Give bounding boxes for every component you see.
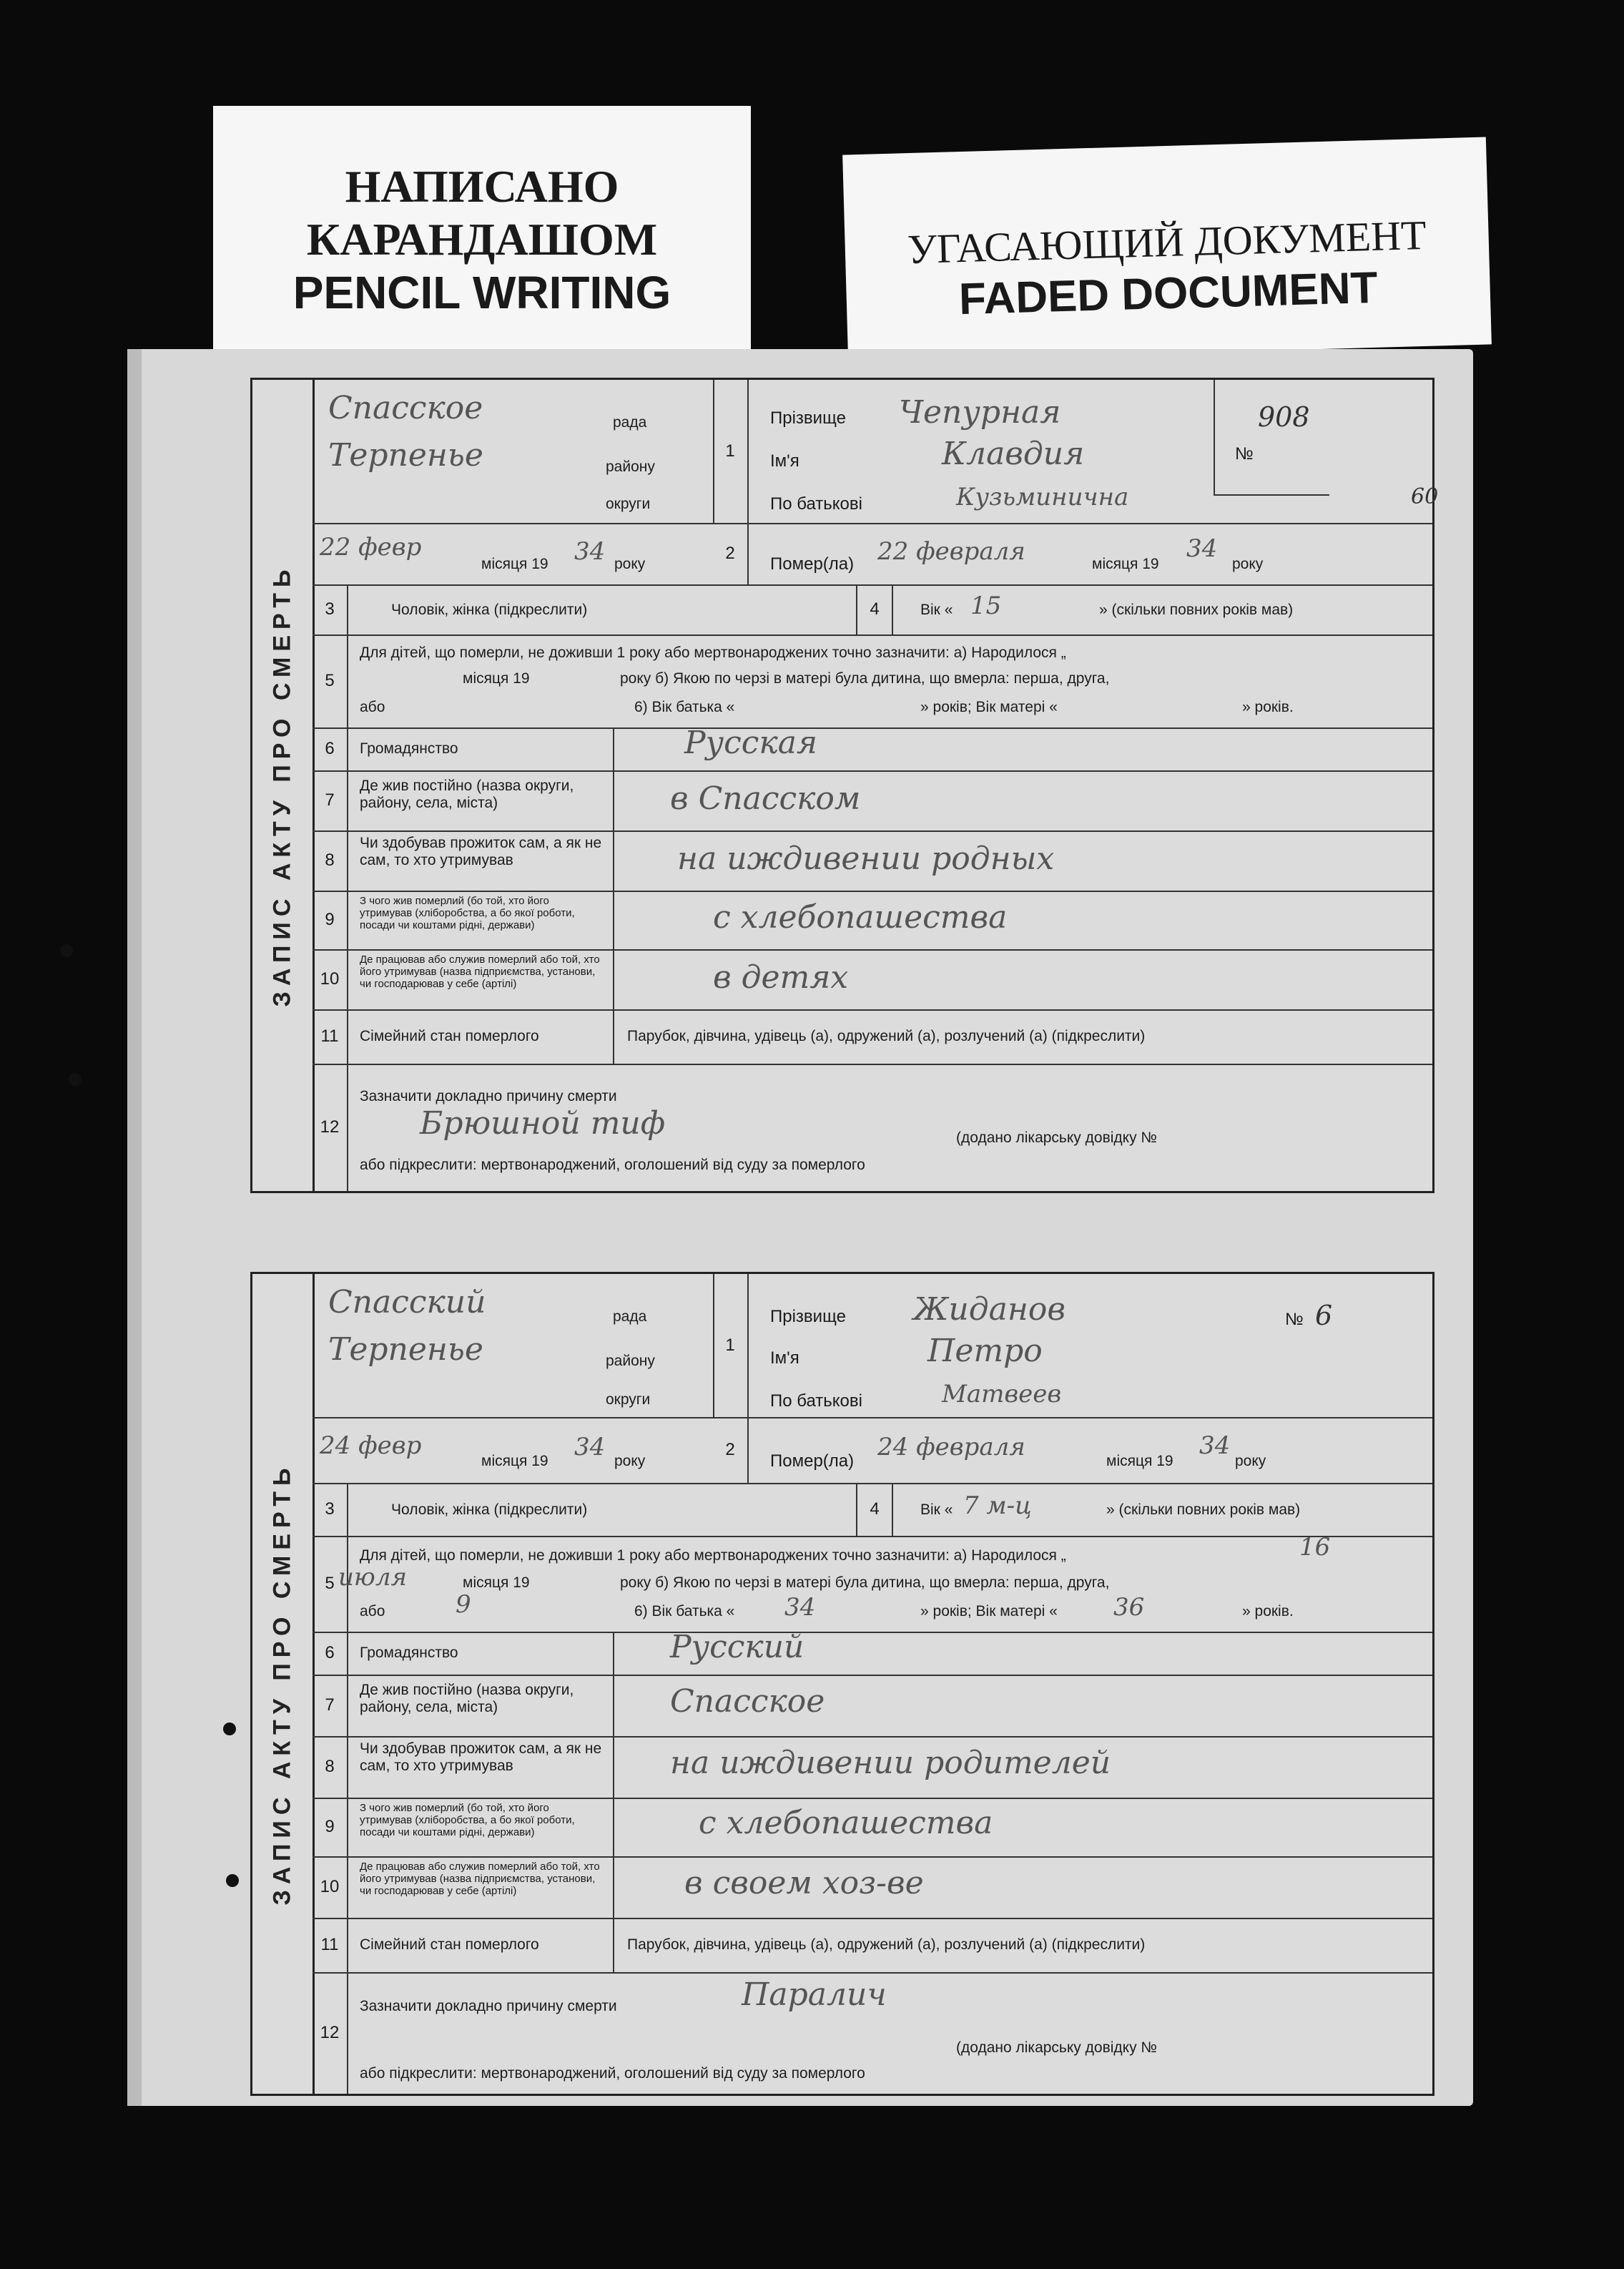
row-number: 5 bbox=[313, 1536, 348, 1632]
registry-office bbox=[313, 380, 714, 523]
age-tail: » (скільки повних років мав) bbox=[1106, 1501, 1301, 1518]
row-10 bbox=[313, 949, 1432, 1011]
residence-value: в Спасском bbox=[670, 780, 861, 817]
surname-label: Прізвище bbox=[770, 408, 846, 428]
reg-year-value: 34 bbox=[574, 537, 606, 566]
livelihood-value: на иждивении родителей bbox=[670, 1745, 1111, 1781]
residence-label: Де жив постійно (назва округи, району, села, міста) bbox=[360, 778, 574, 811]
children-month: місяця 19 bbox=[463, 670, 530, 687]
work-label: Де працював або служив померлий або той, хто його утримував (назва підприємства, установи, чи господарював у себе (артілі) bbox=[360, 954, 600, 990]
born-month-value: июля bbox=[338, 1563, 407, 1592]
row-1 bbox=[313, 380, 1439, 524]
rada-label: рада bbox=[613, 414, 647, 431]
father-age-value: 34 bbox=[784, 1593, 816, 1622]
family-label: Сімейний стан померлого bbox=[360, 1028, 539, 1044]
death-year-value: 34 bbox=[1186, 534, 1218, 563]
name-value: Петро bbox=[927, 1333, 1043, 1369]
death-year-value: 34 bbox=[1199, 1431, 1231, 1460]
order-value: 9 bbox=[456, 1590, 471, 1619]
mother-age-tail: » років. bbox=[1242, 1603, 1294, 1619]
livelihood-label: Чи здобував прожиток сам, а як не сам, то хто утримував bbox=[360, 1740, 602, 1774]
mother-age-value: 36 bbox=[1113, 1593, 1145, 1622]
patronymic-label: По батькові bbox=[770, 1391, 862, 1411]
reg-date-value: 22 февр bbox=[320, 533, 422, 562]
punch-hole bbox=[226, 1874, 239, 1887]
patronymic-label: По батькові bbox=[770, 494, 862, 514]
record-number-box bbox=[1214, 380, 1329, 496]
row-number: 7 bbox=[313, 770, 348, 830]
citizenship-label: Громадянство bbox=[360, 1645, 458, 1661]
livelihood-label: Чи здобував прожиток сам, а як не сам, то хто утримував bbox=[360, 835, 602, 868]
age-value: 7 м-ц bbox=[963, 1491, 1032, 1520]
record-number: 6 bbox=[1315, 1300, 1333, 1331]
children-month: місяця 19 bbox=[463, 1574, 530, 1591]
family-options: Парубок, дівчина, удівець (а), одружений (а), розлучений (а) (підкреслити) bbox=[627, 1028, 1146, 1044]
died-label: Помер(ла) bbox=[770, 1451, 855, 1471]
death-day-value: 24 февраля bbox=[877, 1433, 1025, 1461]
name-label: Ім'я bbox=[770, 1348, 799, 1368]
row-9 bbox=[313, 891, 1432, 951]
row-10 bbox=[313, 1856, 1432, 1919]
raion-label: району bbox=[606, 459, 655, 475]
death-record-1 bbox=[250, 378, 1439, 1193]
row-number: 8 bbox=[313, 1736, 348, 1798]
row-number: 7 bbox=[313, 1675, 348, 1736]
row-2 bbox=[313, 1417, 1432, 1484]
father-age-label: 6) Вік батька « bbox=[634, 699, 735, 715]
cert-label: (додано лікарську довідку № bbox=[956, 1129, 1157, 1146]
name-value: Клавдия bbox=[942, 436, 1085, 472]
age-value: 15 bbox=[970, 592, 1002, 620]
record-number: 908 bbox=[1258, 401, 1310, 433]
pencil-writing-en: PENCIL WRITING bbox=[292, 267, 671, 318]
row-number: 10 bbox=[313, 1856, 348, 1918]
death-year-label: року bbox=[1235, 1453, 1266, 1469]
source-value: с хлебопашества bbox=[699, 1805, 993, 1841]
mother-age-label: » років; Вік матері « bbox=[920, 699, 1058, 715]
source-label: З чого жив померлий (бо той, хто його утримував (хліборобства, а бо якої роботи, посади чи коштами рідні, держави) bbox=[360, 895, 575, 931]
death-record-2 bbox=[250, 1272, 1434, 2096]
children-line-2: року б) Якою по черзі в матері була дитина, що вмерла: перша, друга, bbox=[620, 1574, 1110, 1591]
gender-label: Чоловік, жінка (підкреслити) bbox=[391, 602, 588, 618]
row-number: 1 bbox=[713, 1274, 749, 1417]
record-side-title: ЗАПИС АКТУ ПРО СМЕРТЬ bbox=[252, 1274, 315, 2094]
row-number: 5 bbox=[313, 634, 348, 727]
rada-value: Спасский bbox=[328, 1284, 486, 1320]
row-number: 10 bbox=[313, 949, 348, 1009]
faded-document-en: FADED DOCUMENT bbox=[958, 263, 1379, 325]
registry-office bbox=[313, 1274, 714, 1417]
row-9 bbox=[313, 1798, 1432, 1858]
row-number: 4 bbox=[856, 1483, 893, 1536]
raion-value: Терпенье bbox=[328, 437, 483, 474]
work-label: Де працював або служив померлий або той, хто його утримував (назва підприємства, установи, чи господарював у себе (артілі) bbox=[360, 1861, 600, 1897]
row-number: 3 bbox=[313, 584, 348, 634]
family-label: Сімейний стан померлого bbox=[360, 1936, 539, 1953]
died-label: Помер(ла) bbox=[770, 554, 855, 574]
raion-value: Терпенье bbox=[328, 1331, 483, 1368]
patronymic-value: Матвеев bbox=[942, 1380, 1062, 1408]
reg-year-value: 34 bbox=[574, 1433, 606, 1461]
row-7 bbox=[313, 770, 1432, 832]
row-number: 9 bbox=[313, 1798, 348, 1856]
residence-value: Спасское bbox=[670, 1683, 825, 1720]
raion-label: району bbox=[606, 1353, 655, 1369]
name-label: Ім'я bbox=[770, 451, 799, 471]
cause-value: Брюшной тиф bbox=[420, 1105, 666, 1142]
children-line-1: Для дітей, що померли, не доживши 1 року або мертвонароджених точно зазначити: а) Народилося „ bbox=[360, 645, 1066, 661]
row-6 bbox=[313, 727, 1432, 772]
work-value: в своем хоз-ве bbox=[684, 1865, 924, 1901]
okrugy-label: округи bbox=[606, 496, 651, 512]
row-number: 3 bbox=[313, 1483, 348, 1536]
row-number: 8 bbox=[313, 830, 348, 891]
gender-label: Чоловік, жінка (підкреслити) bbox=[391, 1501, 588, 1518]
row-number: 2 bbox=[713, 523, 749, 584]
rada-label: рада bbox=[613, 1308, 647, 1325]
stillborn-label: або підкреслити: мертвонароджений, оголошений від суду за померлого bbox=[360, 1157, 865, 1173]
row-8 bbox=[313, 1736, 1432, 1799]
reg-year-label: року bbox=[614, 556, 646, 572]
number-label: № bbox=[1235, 444, 1254, 464]
age-label: Вік « bbox=[920, 1501, 953, 1518]
death-day-value: 22 февраля bbox=[877, 537, 1025, 566]
cause-label: Зазначити докладно причину смерти bbox=[360, 1088, 617, 1104]
children-or: або bbox=[360, 1603, 385, 1619]
stillborn-label: або підкреслити: мертвонароджений, оголошений від суду за померлого bbox=[360, 2065, 865, 2082]
source-value: с хлебопашества bbox=[713, 899, 1008, 936]
row-number: 12 bbox=[313, 1064, 348, 1191]
pencil-writing-ru: НАПИСАНО КАРАНДАШОМ bbox=[306, 161, 658, 265]
row-5 bbox=[313, 1533, 1432, 1633]
reg-date-value: 24 февр bbox=[320, 1431, 422, 1460]
row-2 bbox=[313, 523, 1432, 586]
okrugy-label: округи bbox=[606, 1391, 651, 1408]
cause-value: Паралич bbox=[742, 1976, 887, 2013]
death-month-label: місяця 19 bbox=[1092, 556, 1159, 572]
pencil-writing-card bbox=[213, 106, 751, 355]
row-1 bbox=[313, 1274, 1432, 1418]
row-12 bbox=[313, 1064, 1432, 1191]
citizenship-label: Громадянство bbox=[360, 740, 458, 757]
row-number: 1 bbox=[713, 380, 749, 523]
row-number: 12 bbox=[313, 1972, 348, 2094]
cause-label: Зазначити докладно причину смерти bbox=[360, 1998, 617, 2014]
cert-label: (додано лікарську довідку № bbox=[956, 2039, 1157, 2056]
patronymic-value: Кузьминична bbox=[956, 483, 1129, 511]
residence-label: Де жив постійно (назва округи, району, села, міста) bbox=[360, 1682, 574, 1715]
number-label: № bbox=[1285, 1310, 1304, 1329]
reg-month-label: місяця 19 bbox=[481, 556, 548, 572]
faded-document-ru: УГАСАЮЩИЙ ДОКУМЕНТ bbox=[907, 211, 1427, 273]
father-age-label: 6) Вік батька « bbox=[634, 1603, 735, 1619]
record-number-box bbox=[1285, 1288, 1371, 1346]
mother-age-label: » років; Вік матері « bbox=[920, 1603, 1058, 1619]
row-number: 9 bbox=[313, 891, 348, 949]
surname-label: Прізвище bbox=[770, 1307, 846, 1326]
livelihood-value: на иждивении родных bbox=[677, 841, 1055, 877]
surname-value: Чепурная bbox=[899, 394, 1061, 431]
children-line-1: Для дітей, що померли, не доживши 1 року або мертвонароджених точно зазначити: а) Народилося „ bbox=[360, 1547, 1066, 1564]
row-3 bbox=[313, 584, 1432, 636]
row-11 bbox=[313, 1009, 1432, 1065]
family-options: Парубок, дівчина, удівець (а), одружений (а), розлучений (а) (підкреслити) bbox=[627, 1936, 1146, 1953]
mother-age-tail: » років. bbox=[1242, 699, 1294, 715]
reg-year-label: року bbox=[614, 1453, 646, 1469]
page-number: 60 bbox=[1411, 484, 1439, 509]
row-5 bbox=[313, 634, 1432, 729]
row-12 bbox=[313, 1972, 1432, 2094]
punch-hole bbox=[69, 1073, 82, 1086]
row-number: 2 bbox=[713, 1417, 749, 1483]
row-6 bbox=[313, 1629, 1432, 1676]
born-day-value: 16 bbox=[1299, 1533, 1331, 1562]
death-year-label: року bbox=[1232, 556, 1264, 572]
binding-edge bbox=[127, 349, 142, 2106]
row-number: 11 bbox=[313, 1009, 348, 1064]
row-11 bbox=[313, 1918, 1432, 1974]
rada-value: Спасское bbox=[328, 390, 483, 426]
row-number: 6 bbox=[313, 1632, 348, 1675]
row-number: 6 bbox=[313, 727, 348, 770]
source-label: З чого жив померлий (бо той, хто його утримував (хліборобства, а бо якої роботи, посади чи коштами рідні, держави) bbox=[360, 1802, 575, 1838]
surname-value: Жиданов bbox=[913, 1291, 1066, 1328]
row-7 bbox=[313, 1675, 1432, 1738]
children-line-2: року б) Якою по черзі в матері була дитина, що вмерла: перша, друга, bbox=[620, 670, 1110, 687]
reg-month-label: місяця 19 bbox=[481, 1453, 548, 1469]
work-value: в детях bbox=[713, 959, 849, 996]
citizenship-value: Русская bbox=[684, 725, 818, 761]
row-number: 4 bbox=[856, 584, 893, 634]
row-number: 11 bbox=[313, 1918, 348, 1972]
age-tail: » (скільки повних років мав) bbox=[1099, 602, 1294, 618]
age-label: Вік « bbox=[920, 602, 953, 618]
death-month-label: місяця 19 bbox=[1106, 1453, 1173, 1469]
faded-document-card bbox=[842, 137, 1492, 362]
punch-hole bbox=[223, 1722, 236, 1735]
children-or: або bbox=[360, 699, 385, 715]
row-8 bbox=[313, 830, 1432, 892]
citizenship-value: Русский bbox=[670, 1629, 804, 1665]
row-3 bbox=[313, 1483, 1432, 1537]
punch-hole bbox=[60, 944, 73, 957]
record-side-title: ЗАПИС АКТУ ПРО СМЕРТЬ bbox=[252, 380, 315, 1191]
